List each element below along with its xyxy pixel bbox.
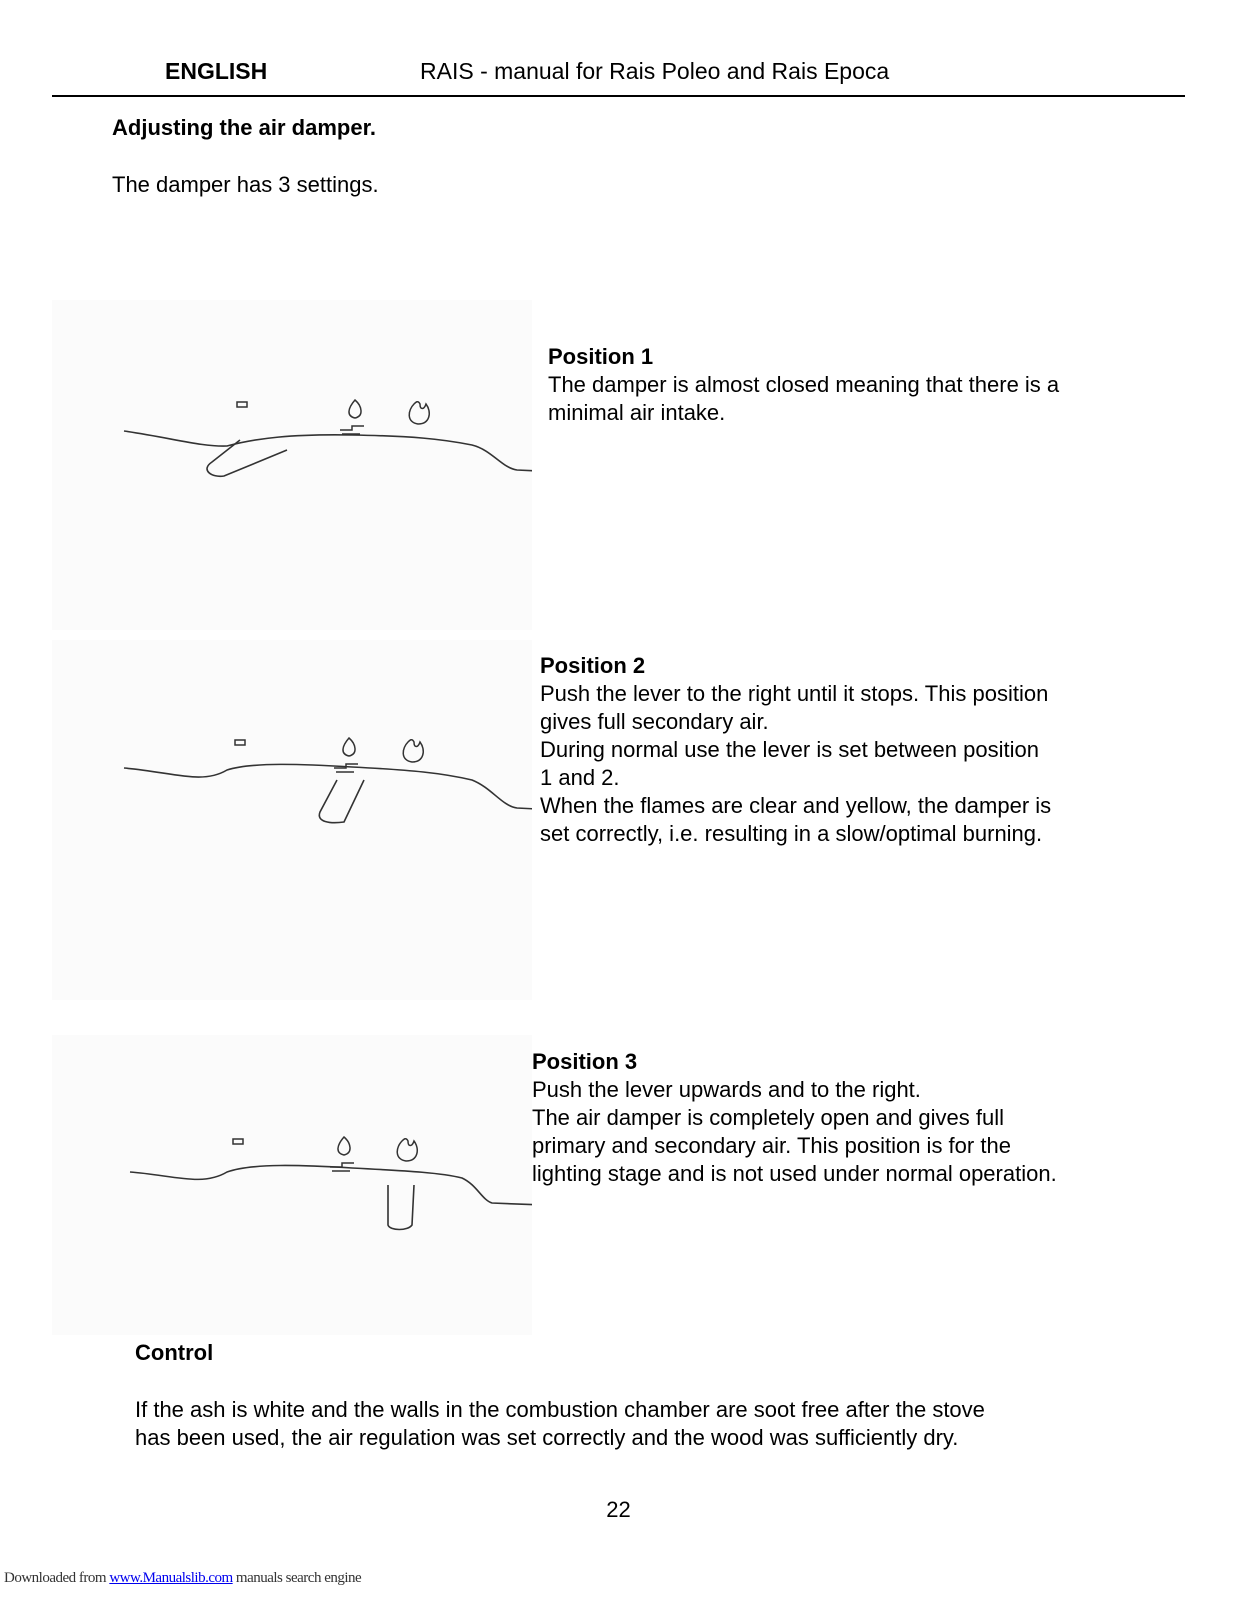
position-3-line: primary and secondary air. This position is for the [532, 1133, 1011, 1158]
page-number: 22 [606, 1497, 631, 1522]
position-3-line: The air damper is completely open and gives full [532, 1105, 1005, 1130]
position-2-line: During normal use the lever is set between position [540, 737, 1039, 762]
control-title: Control [135, 1340, 214, 1365]
control-text [135, 1396, 1135, 1452]
position-3-title: Position 3 [532, 1049, 638, 1074]
section-title: Adjusting the air damper. [112, 115, 377, 140]
position-3-line: Push the lever upwards and to the right. [532, 1077, 921, 1102]
download-footer [4, 1570, 361, 1587]
position-2-title: Position 2 [540, 653, 646, 678]
position-1-line: minimal air intake. [548, 400, 726, 425]
position-2-line: gives full secondary air. [540, 709, 769, 734]
position-1-block [548, 343, 1148, 427]
control-line: If the ash is white and the walls in the combustion chamber are soot free after the stove [135, 1397, 985, 1422]
position-2-block [540, 652, 1140, 848]
section-intro: The damper has 3 settings. [112, 172, 379, 197]
position-2-line: Push the lever to the right until it stops. This position [540, 681, 1049, 706]
header-title: RAIS - manual for Rais Poleo and Rais Epoca [420, 58, 890, 84]
position-1-title: Position 1 [548, 344, 654, 369]
position-3-block [532, 1048, 1172, 1188]
position-2-line: 1 and 2. [540, 765, 620, 790]
damper-position-3-illustration [52, 1035, 532, 1335]
damper-position-1-illustration [52, 300, 532, 630]
manualslib-link[interactable]: www.Manualslib.com [109, 1570, 233, 1586]
control-line: has been used, the air regulation was set correctly and the wood was sufficiently dry. [135, 1425, 959, 1450]
position-1-line: The damper is almost closed meaning that there is a [548, 372, 1060, 397]
damper-position-2-illustration [52, 640, 532, 1000]
position-3-line: lighting stage and is not used under normal operation. [532, 1161, 1057, 1186]
footer-prefix: Downloaded from [4, 1570, 110, 1586]
header-rule [52, 95, 1185, 97]
header-language: ENGLISH [165, 58, 268, 84]
position-2-line: When the flames are clear and yellow, the damper is [540, 793, 1052, 818]
position-2-line: set correctly, i.e. resulting in a slow/optimal burning. [540, 821, 1043, 846]
footer-suffix: manuals search engine [232, 1570, 362, 1586]
